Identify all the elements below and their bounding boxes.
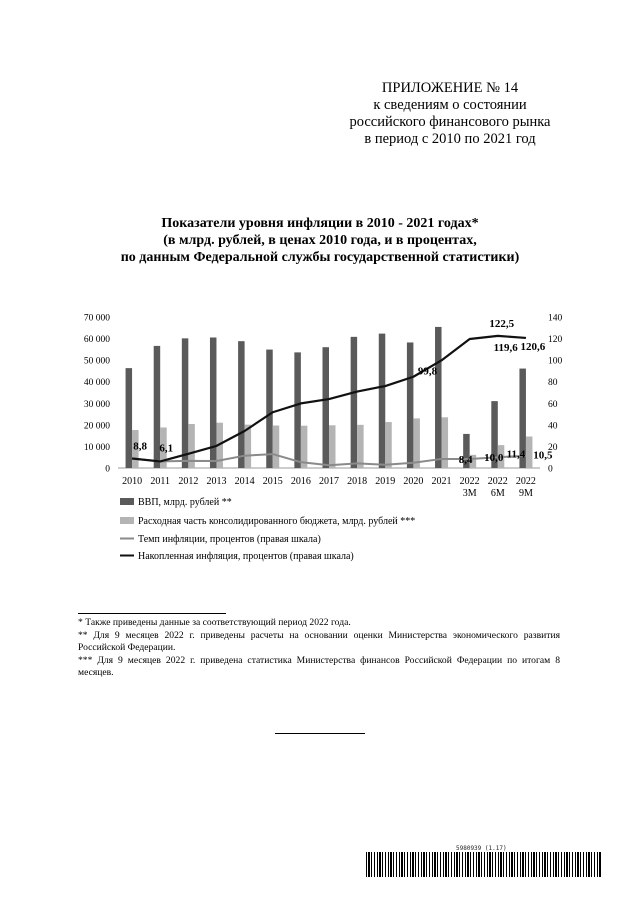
data-label: 122,5 <box>489 317 515 330</box>
gdp-bar <box>182 338 189 468</box>
x-tick-label: 2015 <box>262 476 283 487</box>
data-label: 8,4 <box>458 453 473 466</box>
footnotes <box>78 617 560 680</box>
y-right-tick-label: 0 <box>548 464 553 475</box>
data-label: 6,1 <box>159 442 174 455</box>
legend-label: Расходная часть консолидированного бюджета, млрд. рублей *** <box>138 516 416 527</box>
legend-label: Темп инфляции, процентов (правая шкала) <box>138 534 321 545</box>
y-left-tick-label: 20 000 <box>83 421 110 432</box>
legend-label: ВВП, млрд. рублей ** <box>138 497 232 508</box>
chart-title-line: по данным Федеральной службы государственной статистики) <box>120 250 520 265</box>
x-tick-label: 2016 <box>290 476 311 487</box>
gdp-bar <box>435 327 442 468</box>
y-left-tick-label: 40 000 <box>83 378 110 389</box>
budget-bar <box>273 426 280 468</box>
y-right-tick-label: 120 <box>548 335 563 346</box>
data-label: 10,5 <box>533 449 553 462</box>
x-tick-label: 2017 <box>319 476 339 487</box>
x-tick-label: 2021 <box>431 476 452 487</box>
data-label: 119,6 <box>493 342 518 355</box>
x-tick-label: 2010 <box>122 476 143 487</box>
y-left-tick-label: 70 000 <box>83 313 110 324</box>
y-left-tick-label: 10 000 <box>83 442 110 453</box>
y-right-tick-label: 40 <box>548 421 558 432</box>
x-tick-label: 2013 <box>206 476 227 487</box>
gdp-bar <box>379 334 386 468</box>
x-tick-label: 2019 <box>375 476 396 487</box>
footnote-divider <box>78 613 226 614</box>
appendix-header <box>300 80 600 148</box>
barcode <box>366 852 602 877</box>
appendix-title: ПРИЛОЖЕНИЕ № 14 <box>381 80 519 96</box>
end-divider <box>275 733 365 734</box>
y-right-tick-label: 20 <box>548 442 558 453</box>
x-tick-label: 2020 <box>403 476 424 487</box>
y-right-tick-label: 100 <box>548 356 563 367</box>
budget-bar <box>442 417 449 468</box>
data-label: 10,0 <box>484 452 504 465</box>
gdp-bar <box>323 347 330 468</box>
data-label: 99,8 <box>417 365 438 378</box>
y-left-tick-label: 50 000 <box>83 356 110 367</box>
legend-label: Накопленная инфляция, процентов (правая шкала) <box>138 551 354 562</box>
chart-title-line: Показатели уровня инфляции в 2010 - 2021 годах* <box>161 216 479 231</box>
chart-title-line: (в млрд. рублей, в ценах 2010 года, и в процентах, <box>163 233 477 248</box>
x-tick-label: 2022 <box>487 476 508 487</box>
x-tick-label: 2018 <box>347 476 368 487</box>
budget-bar <box>357 425 364 468</box>
chart-title <box>60 215 580 266</box>
x-tick-label: 9M <box>518 488 533 499</box>
x-tick-label: 6M <box>490 488 505 499</box>
x-tick-label: 2011 <box>150 476 171 487</box>
legend-swatch <box>120 517 134 524</box>
x-tick-label: 2022 <box>459 476 480 487</box>
gdp-bar <box>266 350 273 468</box>
budget-bar <box>413 418 420 468</box>
data-label: 8,8 <box>133 440 147 453</box>
y-left-tick-label: 30 000 <box>83 399 110 410</box>
gdp-bar <box>294 352 301 468</box>
x-tick-label: 2014 <box>234 476 255 487</box>
budget-bar <box>385 422 392 468</box>
gdp-bar <box>351 337 358 468</box>
inflation-chart <box>0 300 640 585</box>
x-tick-label: 2012 <box>178 476 199 487</box>
y-left-tick-label: 0 <box>105 464 110 475</box>
y-right-tick-label: 80 <box>548 378 558 389</box>
gdp-bar <box>407 342 414 468</box>
footnote: * Также приведены данные за соответствующий период 2022 года. <box>78 617 351 628</box>
footnote: *** Для 9 месяцев 2022 г. приведена статистика Министерства финансов Российской Федерации по итогам 8 месяцев. <box>78 654 560 678</box>
budget-bar <box>329 425 336 468</box>
barcode-number: 5980939 (1.17) <box>456 845 507 852</box>
y-right-tick-label: 140 <box>548 313 563 324</box>
gdp-bar <box>126 368 133 468</box>
footnote: ** Для 9 месяцев 2022 г. приведены расчеты на основании оценки Министерства экономического развития Российской Федерации. <box>78 629 560 653</box>
budget-bar <box>526 437 533 468</box>
x-tick-label: 2022 <box>515 476 536 487</box>
data-label: 11,4 <box>506 448 526 461</box>
y-left-tick-label: 60 000 <box>83 335 110 346</box>
y-right-tick-label: 60 <box>548 399 558 410</box>
data-label: 120,6 <box>520 340 546 353</box>
x-tick-label: 3M <box>462 488 477 499</box>
appendix-line: к сведениям о состоянии <box>373 97 527 113</box>
gdp-bar <box>238 341 245 468</box>
appendix-line: в период с 2010 по 2021 год <box>364 131 536 147</box>
appendix-line: российского финансового рынка <box>349 114 551 130</box>
legend-swatch <box>120 498 134 505</box>
